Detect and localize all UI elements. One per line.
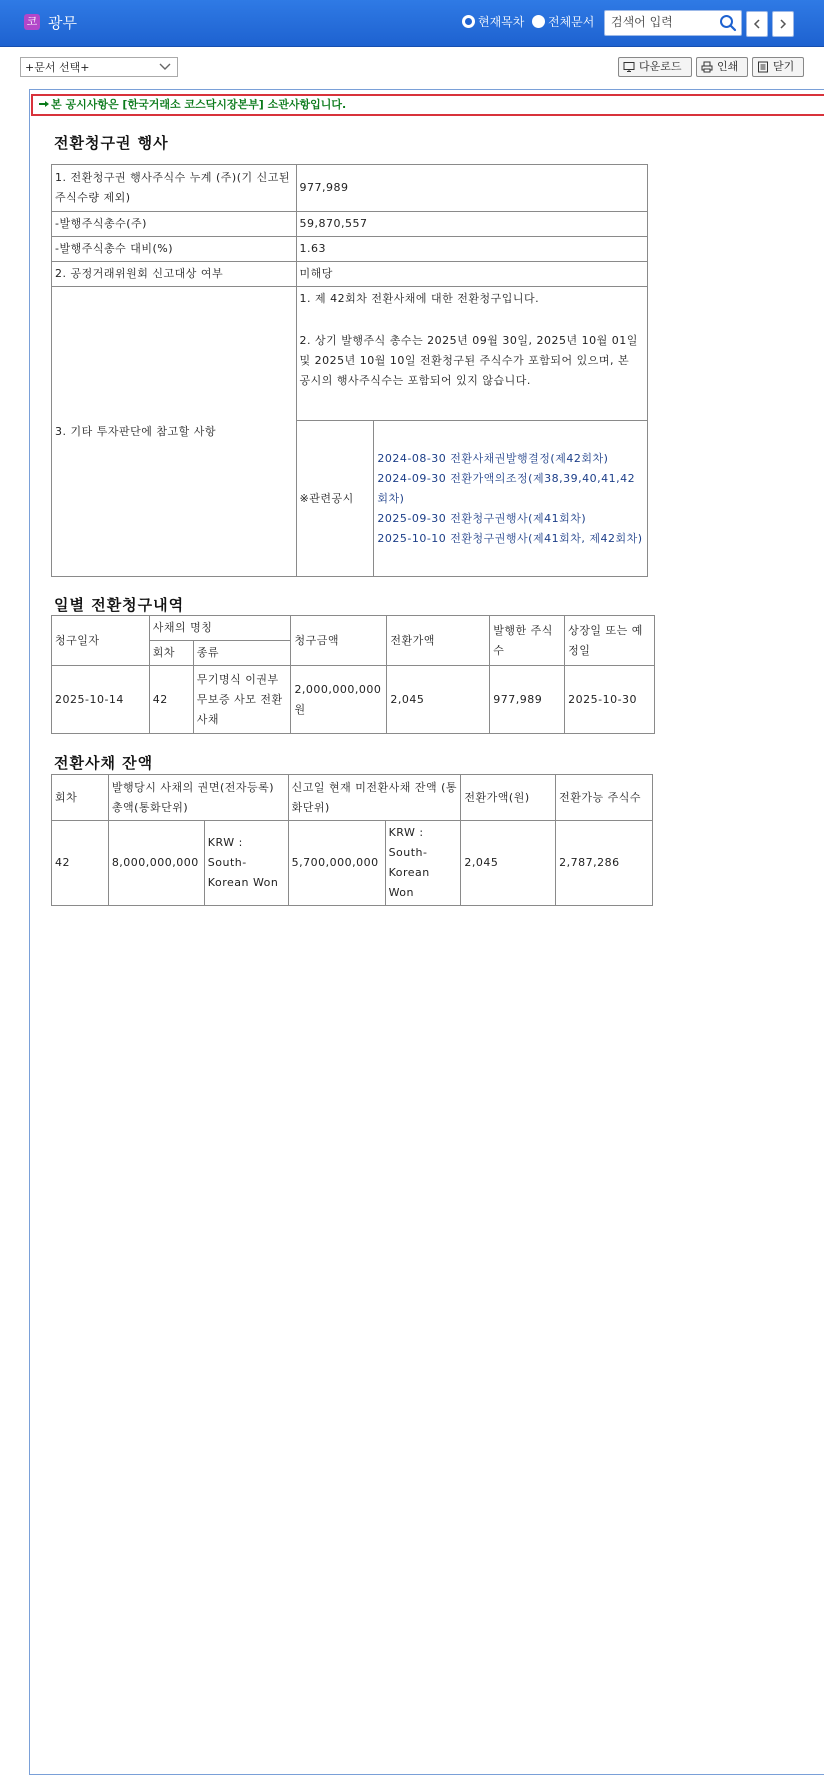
radio-checked-icon[interactable] xyxy=(462,15,475,28)
radio-current-label: 현재목차 xyxy=(478,15,525,29)
table-row xyxy=(52,775,653,821)
row-label-cumulative-shares: 1. 전환청구권 행사주식수 누계 (주)(기 신고된 주식수량 제외) xyxy=(52,165,297,212)
company-name: 광무 xyxy=(48,14,77,32)
cell-issued-shares: 977,989 xyxy=(490,666,565,734)
daily-claims-table xyxy=(51,615,655,734)
header-conversion-price: 전환가액(원) xyxy=(461,775,556,821)
cell-conversion-price: 2,045 xyxy=(387,666,490,734)
table-row xyxy=(52,821,653,906)
chevron-down-icon xyxy=(159,63,171,71)
row-value-ftc-report: 미해당 xyxy=(296,262,647,287)
cell-issue-currency: KRW : South-Korean Won xyxy=(204,821,288,906)
company-logo-icon: 코 xyxy=(24,14,40,30)
conversion-exercise-table xyxy=(51,164,648,577)
search-icon[interactable] xyxy=(719,14,737,36)
section-title-daily-claims: 일별 전환청구내역 xyxy=(54,596,185,614)
header-listing-date: 상장일 또는 예정일 xyxy=(565,616,655,666)
toolbar xyxy=(0,47,824,89)
header-issue-amount: 발행당시 사채의 권면(전자등록)총액(통화단위) xyxy=(108,775,288,821)
print-button[interactable] xyxy=(696,57,748,77)
close-label: 닫기 xyxy=(773,60,795,73)
row-value-total-shares: 59,870,557 xyxy=(296,212,647,237)
cell-convertible-shares: 2,787,286 xyxy=(556,821,653,906)
radio-all-docs[interactable] xyxy=(532,13,594,30)
header-round: 회차 xyxy=(52,775,109,821)
cell-remaining-amount: 5,700,000,000 xyxy=(288,821,385,906)
header-issued-shares: 발행한 주식수 xyxy=(490,616,565,666)
header-bar xyxy=(0,0,824,47)
cell-claim-amount: 2,000,000,000원 xyxy=(291,666,387,734)
related-link-4[interactable]: 2025-10-10 전환청구권행사(제41회차, 제42회차) xyxy=(377,531,643,545)
printer-icon xyxy=(701,61,713,73)
table-row xyxy=(52,212,648,237)
row-value-ratio: 1.63 xyxy=(296,237,647,262)
search-box xyxy=(604,10,742,36)
prev-button[interactable] xyxy=(746,11,768,37)
radio-all-label: 전체문서 xyxy=(548,15,595,29)
section-title-conversion-exercise: 전환청구권 행사 xyxy=(54,134,169,152)
next-button[interactable] xyxy=(772,11,794,37)
notice-banner xyxy=(31,94,824,116)
related-disclosure-list xyxy=(374,421,648,577)
document-close-icon xyxy=(757,61,769,73)
related-disclosure-label: ※관련공시 xyxy=(296,421,374,577)
chevron-right-icon xyxy=(779,19,787,29)
table-row xyxy=(52,165,648,212)
bond-balance-table xyxy=(51,774,653,906)
cell-conversion-price: 2,045 xyxy=(461,821,556,906)
related-link-3[interactable]: 2025-09-30 전환청구권행사(제41회차) xyxy=(377,511,587,525)
cell-listing-date: 2025-10-30 xyxy=(565,666,655,734)
row-label-total-shares: -발행주식총수(주) xyxy=(52,212,297,237)
cell-issue-amount: 8,000,000,000 xyxy=(108,821,204,906)
download-label: 다운로드 xyxy=(639,60,682,73)
radio-current-toc[interactable] xyxy=(462,13,524,30)
header-bond-name: 사채의 명칭 xyxy=(149,616,291,641)
document-select-value: +문서 선택+ xyxy=(25,61,90,74)
other-notes-cell xyxy=(296,287,647,421)
other-note-1: 1. 제 42회차 전환사채에 대한 전환청구입니다. xyxy=(299,292,540,305)
other-note-2: 2. 상기 발행주식 총수는 2025년 09월 30일, 2025년 10월 01일 및 2025년 10월 10일 전환청구된 주식수가 포함되어 있으며, 본 공시의 행사주식수는 포함되어 있지 않습니다. xyxy=(299,334,638,387)
row-label-ratio: -발행주식총수 대비(%) xyxy=(52,237,297,262)
pointing-hand-icon xyxy=(38,99,50,109)
print-label: 인쇄 xyxy=(717,60,739,73)
header-claim-date: 청구일자 xyxy=(52,616,150,666)
cell-round: 42 xyxy=(52,821,109,906)
table-row xyxy=(52,237,648,262)
table-row xyxy=(52,262,648,287)
related-link-2[interactable]: 2024-09-30 전환가액의조정(제38,39,40,41,42회차) xyxy=(377,471,636,505)
header-type: 종류 xyxy=(193,641,291,666)
table-row xyxy=(52,616,655,641)
related-link-1[interactable]: 2024-08-30 전환사채권발행결정(제42회차) xyxy=(377,451,609,465)
row-label-other-notes: 3. 기타 투자판단에 참고할 사항 xyxy=(52,287,297,577)
cell-remaining-currency: KRW : South-Korean Won xyxy=(385,821,461,906)
chevron-left-icon xyxy=(753,19,761,29)
cell-type: 무기명식 이권부 무보증 사모 전환사채 xyxy=(193,666,291,734)
header-round: 회차 xyxy=(149,641,193,666)
search-input[interactable] xyxy=(605,11,715,33)
notice-text: 본 공시사항은 [한국거래소 코스닥시장본부] 소관사항입니다. xyxy=(51,98,347,111)
document-select[interactable] xyxy=(20,57,178,77)
header-remaining-amount: 신고일 현재 미전환사채 잔액 (통화단위) xyxy=(288,775,461,821)
row-value-cumulative-shares: 977,989 xyxy=(296,165,647,212)
header-convertible-shares: 전환가능 주식수 xyxy=(556,775,653,821)
table-row xyxy=(52,666,655,734)
header-claim-amount: 청구금액 xyxy=(291,616,387,666)
close-button[interactable] xyxy=(752,57,804,77)
download-button[interactable] xyxy=(618,57,692,77)
header-conversion-price: 전환가액 xyxy=(387,616,490,666)
cell-round: 42 xyxy=(149,666,193,734)
table-row xyxy=(52,287,648,421)
cell-claim-date: 2025-10-14 xyxy=(52,666,150,734)
row-label-ftc-report: 2. 공정거래위원회 신고대상 여부 xyxy=(52,262,297,287)
section-title-bond-balance: 전환사채 잔액 xyxy=(54,754,154,772)
radio-unchecked-icon[interactable] xyxy=(532,15,545,28)
monitor-icon xyxy=(623,61,635,73)
